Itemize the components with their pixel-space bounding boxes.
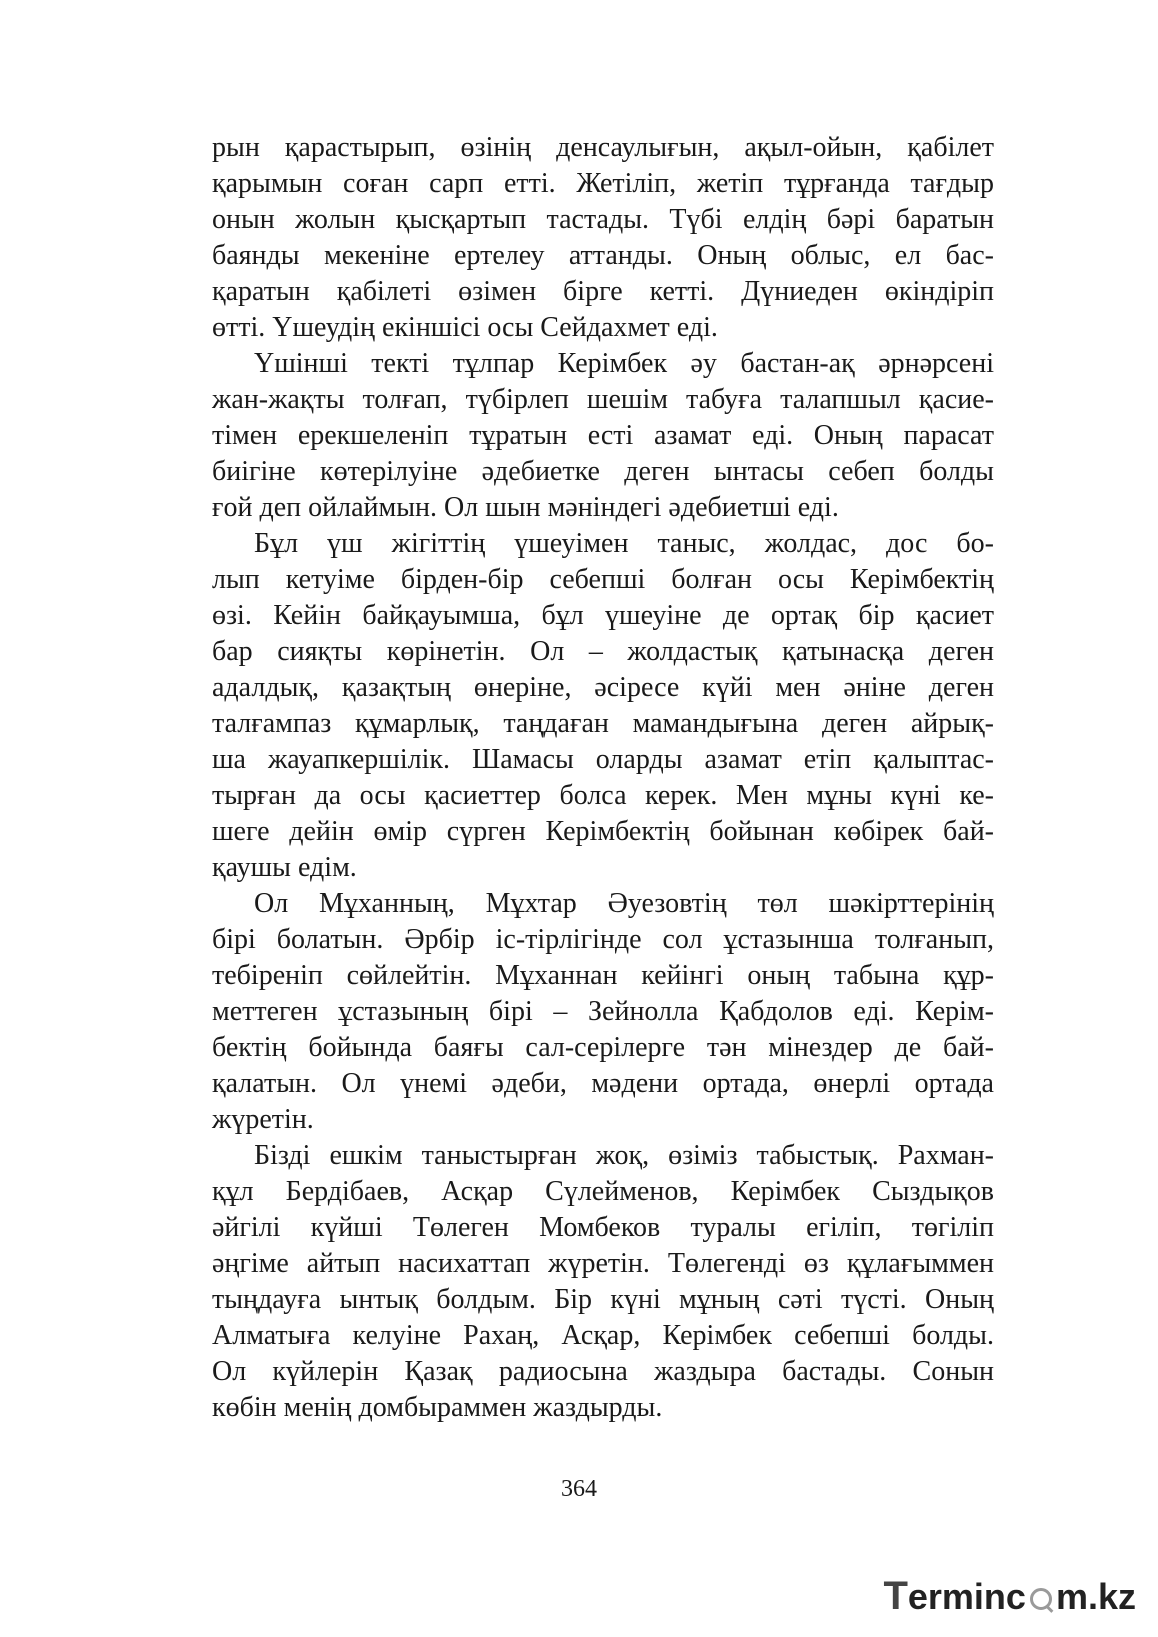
text-line: бар сияқты көрінетін. Ол – жолдастық қатынасқа деген	[212, 636, 994, 667]
text-line: жүретін.	[212, 1104, 314, 1135]
text-line: қарымын соған сарп етті. Жетіліп, жетіп тұрғанда тағдыр	[212, 168, 994, 199]
text-line: Бұл үш жігіттің үшеуімен таныс, жолдас, дос бо-	[254, 528, 994, 559]
text-line: шеге дейін өмір сүрген Керімбектің бойынан көбірек бай-	[212, 816, 994, 847]
text-line: әңгіме айтып насихаттап жүретін. Төлегенді өз құлағыммен	[212, 1248, 994, 1279]
text-line: Ол күйлерін Қазақ радиосына жаздыра бастады. Сонын	[212, 1356, 994, 1387]
text-line: ша жауапкершілік. Шамасы оларды азамат етіп қалыптас-	[212, 744, 994, 775]
magnifier-icon	[1028, 1582, 1054, 1612]
text-line: Ол Мұханның, Мұхтар Әуезовтің төл шәкірттерінің	[254, 888, 994, 919]
text-line: адалдық, қазақтың өнеріне, әсіресе күйі мен әніне деген	[212, 672, 994, 703]
text-line: тімен ерекшеленіп тұратын есті азамат еді. Оның парасат	[212, 420, 994, 451]
text-line: рын қарастырып, өзінің денсаулығын, ақыл-ойын, қабілет	[212, 132, 994, 163]
text-line: бектің бойында баяғы сал-серілерге тән мінездер де бай-	[212, 1032, 994, 1063]
text-line: ғой деп ойлаймын. Ол шын мәніндегі әдебиетші еді.	[212, 492, 839, 523]
watermark-logo	[883, 1574, 1136, 1619]
text-line: қаратын қабілеті өзімен бірге кетті. Дүниеден өкіндіріп	[212, 276, 994, 307]
text-line: тыңдауға ынтық болдым. Бір күні мұның сәті түсті. Оның	[212, 1284, 994, 1315]
watermark-initial: T	[883, 1574, 908, 1618]
text-line: онын жолын қысқартып тастады. Түбі елдің бәрі баратын	[212, 204, 994, 235]
text-line: Алматыға келуіне Рахаң, Асқар, Керімбек себепші болды.	[212, 1320, 994, 1351]
text-line: құл Бердібаев, Асқар Сүлейменов, Керімбек Сыздықов	[212, 1176, 994, 1207]
text-line: қалатын. Ол үнемі әдеби, мәдени ортада, өнерлі ортада	[212, 1068, 994, 1099]
text-line: өзі. Кейін байқауымша, бұл үшеуіне де ортақ бір қасиет	[212, 600, 994, 631]
watermark-text-part2: m.kz	[1055, 1575, 1136, 1617]
text-line: өтті. Үшеудің екіншісі осы Сейдахмет еді.	[212, 312, 718, 343]
page-body	[212, 130, 994, 1426]
text-line: биігіне көтерілуіне әдебиетке деген ынтасы себеп болды	[212, 456, 994, 487]
text-line: Бізді ешкім таныстырған жоқ, өзіміз табыстық. Рахман-	[254, 1140, 994, 1171]
text-line: талғампаз құмарлық, таңдаған мамандығына деген айрық-	[212, 708, 994, 739]
text-line: тебіреніп сөйлейтін. Мұханнан кейінгі оның табына құр-	[212, 960, 994, 991]
text-line: лып кетуіме бірден-бір себепші болған осы Керімбектің	[212, 564, 994, 595]
text-line: баянды мекеніне ертелеу аттанды. Оның облыс, ел бас-	[212, 240, 994, 271]
text-line: көбін менің домбыраммен жаздырды.	[212, 1392, 663, 1423]
text-line: әйгілі күйші Төлеген Момбеков туралы егіліп, төгіліп	[212, 1212, 994, 1243]
text-line: бірі болатын. Әрбір іс-тірлігінде сол ұстазынша толғанып,	[212, 924, 994, 955]
text-line: Үшінші текті тұлпар Керімбек әу бастан-ақ әрнәрсені	[254, 348, 994, 379]
text-line: қаушы едім.	[212, 852, 357, 883]
text-line: жан-жақты толғап, түбірлеп шешім табуға талапшыл қасие-	[212, 384, 994, 415]
page-number: 364	[561, 1476, 597, 1502]
text-line: тырған да осы қасиеттер болса керек. Мен мұны күні ке-	[212, 780, 994, 811]
text-line: меттеген ұстазының бірі – Зейнолла Қабдолов еді. Керім-	[212, 996, 994, 1027]
watermark-text-part1: erminc	[907, 1575, 1026, 1617]
